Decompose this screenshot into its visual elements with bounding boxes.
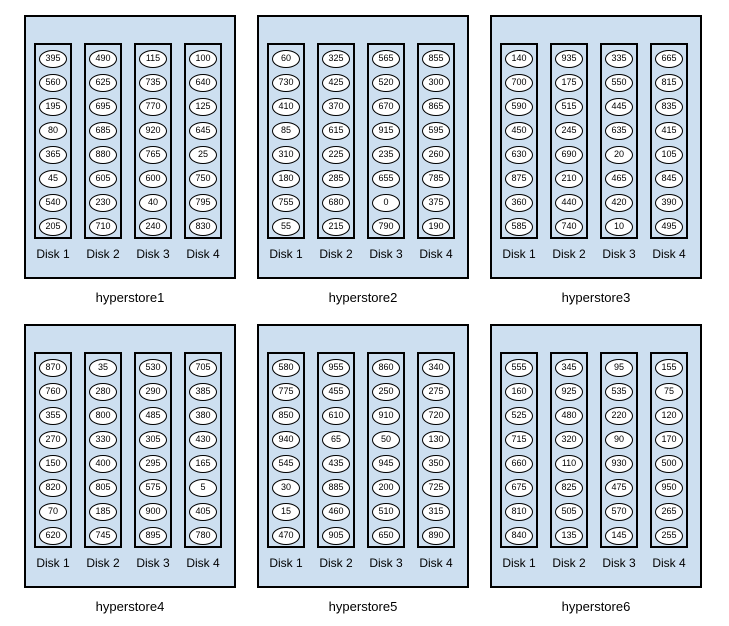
- object-oval: 540: [39, 194, 67, 212]
- object-oval: 220: [605, 407, 633, 425]
- object-oval: 415: [655, 122, 683, 140]
- object-oval: 165: [189, 455, 217, 473]
- object-oval: 720: [422, 407, 450, 425]
- object-oval: 175: [555, 74, 583, 92]
- disk-label: Disk 2: [319, 247, 353, 261]
- object-oval: 25: [189, 146, 217, 164]
- disk: [600, 352, 638, 548]
- object-oval: 420: [605, 194, 633, 212]
- node-label: hyperstore3: [561, 290, 631, 305]
- object-oval: 900: [139, 503, 167, 521]
- object-oval: 935: [555, 50, 583, 68]
- object-oval: 895: [139, 527, 167, 545]
- object-oval: 610: [322, 407, 350, 425]
- object-oval: 765: [139, 146, 167, 164]
- object-oval: 155: [655, 359, 683, 377]
- object-oval: 135: [555, 527, 583, 545]
- object-oval: 125: [189, 98, 217, 116]
- object-oval: 90: [605, 431, 633, 449]
- node-label: hyperstore1: [95, 290, 165, 305]
- object-oval: 265: [655, 503, 683, 521]
- disk-label: Disk 4: [419, 556, 453, 570]
- object-oval: 750: [189, 170, 217, 188]
- object-oval: 565: [372, 50, 400, 68]
- object-oval: 515: [555, 98, 583, 116]
- object-oval: 855: [422, 50, 450, 68]
- object-oval: 810: [505, 503, 533, 521]
- object-oval: 340: [422, 359, 450, 377]
- object-oval: 75: [655, 383, 683, 401]
- disk: [500, 43, 538, 239]
- object-oval: 360: [505, 194, 533, 212]
- object-oval: 35: [89, 359, 117, 377]
- object-oval: 470: [272, 527, 300, 545]
- object-oval: 335: [605, 50, 633, 68]
- object-oval: 485: [139, 407, 167, 425]
- object-oval: 425: [322, 74, 350, 92]
- object-oval: 670: [372, 98, 400, 116]
- object-oval: 560: [39, 74, 67, 92]
- object-oval: 95: [605, 359, 633, 377]
- object-oval: 320: [555, 431, 583, 449]
- object-oval: 780: [189, 527, 217, 545]
- object-oval: 200: [372, 479, 400, 497]
- object-oval: 195: [39, 98, 67, 116]
- disk: [134, 43, 172, 239]
- disk-label: Disk 1: [269, 556, 303, 570]
- object-oval: 865: [422, 98, 450, 116]
- object-oval: 235: [372, 146, 400, 164]
- object-oval: 685: [89, 122, 117, 140]
- object-oval: 395: [39, 50, 67, 68]
- object-oval: 920: [139, 122, 167, 140]
- object-oval: 480: [555, 407, 583, 425]
- object-oval: 245: [555, 122, 583, 140]
- object-oval: 430: [189, 431, 217, 449]
- object-oval: 605: [89, 170, 117, 188]
- disk-label: Disk 2: [319, 556, 353, 570]
- object-oval: 630: [505, 146, 533, 164]
- object-oval: 120: [655, 407, 683, 425]
- object-oval: 240: [139, 218, 167, 236]
- object-oval: 450: [505, 122, 533, 140]
- disk: [367, 352, 405, 548]
- object-oval: 490: [89, 50, 117, 68]
- object-oval: 140: [505, 50, 533, 68]
- object-oval: 305: [139, 431, 167, 449]
- object-oval: 825: [555, 479, 583, 497]
- object-oval: 375: [422, 194, 450, 212]
- object-oval: 310: [272, 146, 300, 164]
- object-oval: 410: [272, 98, 300, 116]
- object-oval: 100: [189, 50, 217, 68]
- object-oval: 925: [555, 383, 583, 401]
- object-oval: 50: [372, 431, 400, 449]
- object-oval: 385: [189, 383, 217, 401]
- object-oval: 285: [322, 170, 350, 188]
- object-oval: 445: [605, 98, 633, 116]
- object-oval: 535: [605, 383, 633, 401]
- disk: [184, 352, 222, 548]
- disk-label: Disk 3: [136, 556, 170, 570]
- disk-label: Disk 3: [369, 556, 403, 570]
- object-oval: 880: [89, 146, 117, 164]
- disk-label: Disk 2: [552, 247, 586, 261]
- disk-label: Disk 3: [136, 247, 170, 261]
- object-oval: 550: [605, 74, 633, 92]
- object-oval: 695: [89, 98, 117, 116]
- object-oval: 460: [322, 503, 350, 521]
- disk-label: Disk 4: [652, 556, 686, 570]
- object-oval: 350: [422, 455, 450, 473]
- object-oval: 455: [322, 383, 350, 401]
- object-oval: 655: [372, 170, 400, 188]
- disk: [317, 352, 355, 548]
- object-oval: 635: [605, 122, 633, 140]
- object-oval: 940: [272, 431, 300, 449]
- object-oval: 380: [189, 407, 217, 425]
- object-oval: 785: [422, 170, 450, 188]
- object-oval: 250: [372, 383, 400, 401]
- object-oval: 525: [505, 407, 533, 425]
- object-oval: 355: [39, 407, 67, 425]
- object-oval: 115: [139, 50, 167, 68]
- object-oval: 660: [505, 455, 533, 473]
- object-oval: 205: [39, 218, 67, 236]
- object-oval: 495: [655, 218, 683, 236]
- object-oval: 390: [655, 194, 683, 212]
- object-oval: 835: [655, 98, 683, 116]
- object-oval: 290: [139, 383, 167, 401]
- object-oval: 790: [372, 218, 400, 236]
- object-oval: 45: [39, 170, 67, 188]
- disk-label: Disk 1: [36, 556, 70, 570]
- object-oval: 150: [39, 455, 67, 473]
- object-oval: 330: [89, 431, 117, 449]
- object-oval: 185: [89, 503, 117, 521]
- object-oval: 690: [555, 146, 583, 164]
- disk-label: Disk 1: [502, 556, 536, 570]
- object-oval: 530: [139, 359, 167, 377]
- object-oval: 915: [372, 122, 400, 140]
- object-oval: 645: [189, 122, 217, 140]
- object-oval: 800: [89, 407, 117, 425]
- object-oval: 545: [272, 455, 300, 473]
- disk-label: Disk 2: [86, 247, 120, 261]
- object-oval: 110: [555, 455, 583, 473]
- storage-node: [24, 324, 236, 588]
- object-oval: 710: [89, 218, 117, 236]
- object-oval: 730: [272, 74, 300, 92]
- object-oval: 735: [139, 74, 167, 92]
- object-oval: 10: [605, 218, 633, 236]
- object-oval: 955: [322, 359, 350, 377]
- object-oval: 5: [189, 479, 217, 497]
- object-oval: 555: [505, 359, 533, 377]
- object-oval: 435: [322, 455, 350, 473]
- disk: [267, 43, 305, 239]
- disk-label: Disk 4: [419, 247, 453, 261]
- object-oval: 230: [89, 194, 117, 212]
- disk-label: Disk 1: [269, 247, 303, 261]
- object-oval: 580: [272, 359, 300, 377]
- disk: [367, 43, 405, 239]
- object-oval: 60: [272, 50, 300, 68]
- object-oval: 300: [422, 74, 450, 92]
- object-oval: 315: [422, 503, 450, 521]
- object-oval: 15: [272, 503, 300, 521]
- disk: [134, 352, 172, 548]
- disk: [417, 43, 455, 239]
- object-oval: 575: [139, 479, 167, 497]
- object-oval: 760: [39, 383, 67, 401]
- object-oval: 650: [372, 527, 400, 545]
- disk-label: Disk 1: [36, 247, 70, 261]
- object-oval: 105: [655, 146, 683, 164]
- object-oval: 0: [372, 194, 400, 212]
- object-oval: 55: [272, 218, 300, 236]
- disk: [600, 43, 638, 239]
- object-oval: 950: [655, 479, 683, 497]
- disk-label: Disk 2: [86, 556, 120, 570]
- object-oval: 20: [605, 146, 633, 164]
- object-oval: 510: [372, 503, 400, 521]
- object-oval: 210: [555, 170, 583, 188]
- object-oval: 30: [272, 479, 300, 497]
- object-oval: 520: [372, 74, 400, 92]
- object-oval: 190: [422, 218, 450, 236]
- object-oval: 590: [505, 98, 533, 116]
- object-oval: 665: [655, 50, 683, 68]
- object-oval: 40: [139, 194, 167, 212]
- object-oval: 615: [322, 122, 350, 140]
- disk-label: Disk 1: [502, 247, 536, 261]
- disk-label: Disk 3: [602, 556, 636, 570]
- object-oval: 70: [39, 503, 67, 521]
- object-oval: 225: [322, 146, 350, 164]
- object-oval: 270: [39, 431, 67, 449]
- disk: [550, 43, 588, 239]
- object-oval: 840: [505, 527, 533, 545]
- object-oval: 820: [39, 479, 67, 497]
- object-oval: 770: [139, 98, 167, 116]
- disk: [317, 43, 355, 239]
- object-oval: 215: [322, 218, 350, 236]
- node-label: hyperstore4: [95, 599, 165, 614]
- object-oval: 815: [655, 74, 683, 92]
- object-oval: 505: [555, 503, 583, 521]
- object-oval: 725: [422, 479, 450, 497]
- object-oval: 715: [505, 431, 533, 449]
- disk-label: Disk 4: [186, 247, 220, 261]
- object-oval: 130: [422, 431, 450, 449]
- object-oval: 85: [272, 122, 300, 140]
- object-oval: 180: [272, 170, 300, 188]
- disk: [650, 352, 688, 548]
- object-oval: 500: [655, 455, 683, 473]
- disk: [500, 352, 538, 548]
- object-oval: 640: [189, 74, 217, 92]
- object-oval: 805: [89, 479, 117, 497]
- object-oval: 440: [555, 194, 583, 212]
- object-oval: 345: [555, 359, 583, 377]
- object-oval: 890: [422, 527, 450, 545]
- object-oval: 280: [89, 383, 117, 401]
- object-oval: 325: [322, 50, 350, 68]
- object-oval: 885: [322, 479, 350, 497]
- object-oval: 740: [555, 218, 583, 236]
- object-oval: 625: [89, 74, 117, 92]
- object-oval: 870: [39, 359, 67, 377]
- disk: [84, 43, 122, 239]
- object-oval: 700: [505, 74, 533, 92]
- object-oval: 620: [39, 527, 67, 545]
- disk: [34, 43, 72, 239]
- disk: [84, 352, 122, 548]
- object-oval: 595: [422, 122, 450, 140]
- object-oval: 260: [422, 146, 450, 164]
- object-oval: 875: [505, 170, 533, 188]
- disk-label: Disk 3: [369, 247, 403, 261]
- object-oval: 585: [505, 218, 533, 236]
- object-oval: 945: [372, 455, 400, 473]
- object-oval: 405: [189, 503, 217, 521]
- object-oval: 370: [322, 98, 350, 116]
- disk-label: Disk 4: [652, 247, 686, 261]
- storage-node: [257, 15, 469, 279]
- disk: [650, 43, 688, 239]
- disk-label: Disk 2: [552, 556, 586, 570]
- object-oval: 145: [605, 527, 633, 545]
- object-oval: 570: [605, 503, 633, 521]
- node-label: hyperstore6: [561, 599, 631, 614]
- disk: [550, 352, 588, 548]
- storage-node: [24, 15, 236, 279]
- object-oval: 170: [655, 431, 683, 449]
- node-label: hyperstore2: [328, 290, 398, 305]
- object-oval: 775: [272, 383, 300, 401]
- object-oval: 600: [139, 170, 167, 188]
- object-oval: 465: [605, 170, 633, 188]
- object-oval: 295: [139, 455, 167, 473]
- disk: [184, 43, 222, 239]
- disk: [267, 352, 305, 548]
- disk-label: Disk 4: [186, 556, 220, 570]
- object-oval: 755: [272, 194, 300, 212]
- object-oval: 65: [322, 431, 350, 449]
- object-oval: 80: [39, 122, 67, 140]
- object-oval: 910: [372, 407, 400, 425]
- disk: [34, 352, 72, 548]
- object-oval: 400: [89, 455, 117, 473]
- object-oval: 860: [372, 359, 400, 377]
- object-oval: 745: [89, 527, 117, 545]
- object-oval: 475: [605, 479, 633, 497]
- disk-label: Disk 3: [602, 247, 636, 261]
- object-oval: 675: [505, 479, 533, 497]
- storage-node: [490, 324, 702, 588]
- object-oval: 830: [189, 218, 217, 236]
- object-oval: 365: [39, 146, 67, 164]
- node-label: hyperstore5: [328, 599, 398, 614]
- object-oval: 850: [272, 407, 300, 425]
- object-oval: 905: [322, 527, 350, 545]
- object-oval: 255: [655, 527, 683, 545]
- object-oval: 160: [505, 383, 533, 401]
- storage-node: [257, 324, 469, 588]
- storage-node: [490, 15, 702, 279]
- object-oval: 845: [655, 170, 683, 188]
- disk: [417, 352, 455, 548]
- object-oval: 680: [322, 194, 350, 212]
- object-oval: 705: [189, 359, 217, 377]
- object-oval: 275: [422, 383, 450, 401]
- object-oval: 795: [189, 194, 217, 212]
- object-oval: 930: [605, 455, 633, 473]
